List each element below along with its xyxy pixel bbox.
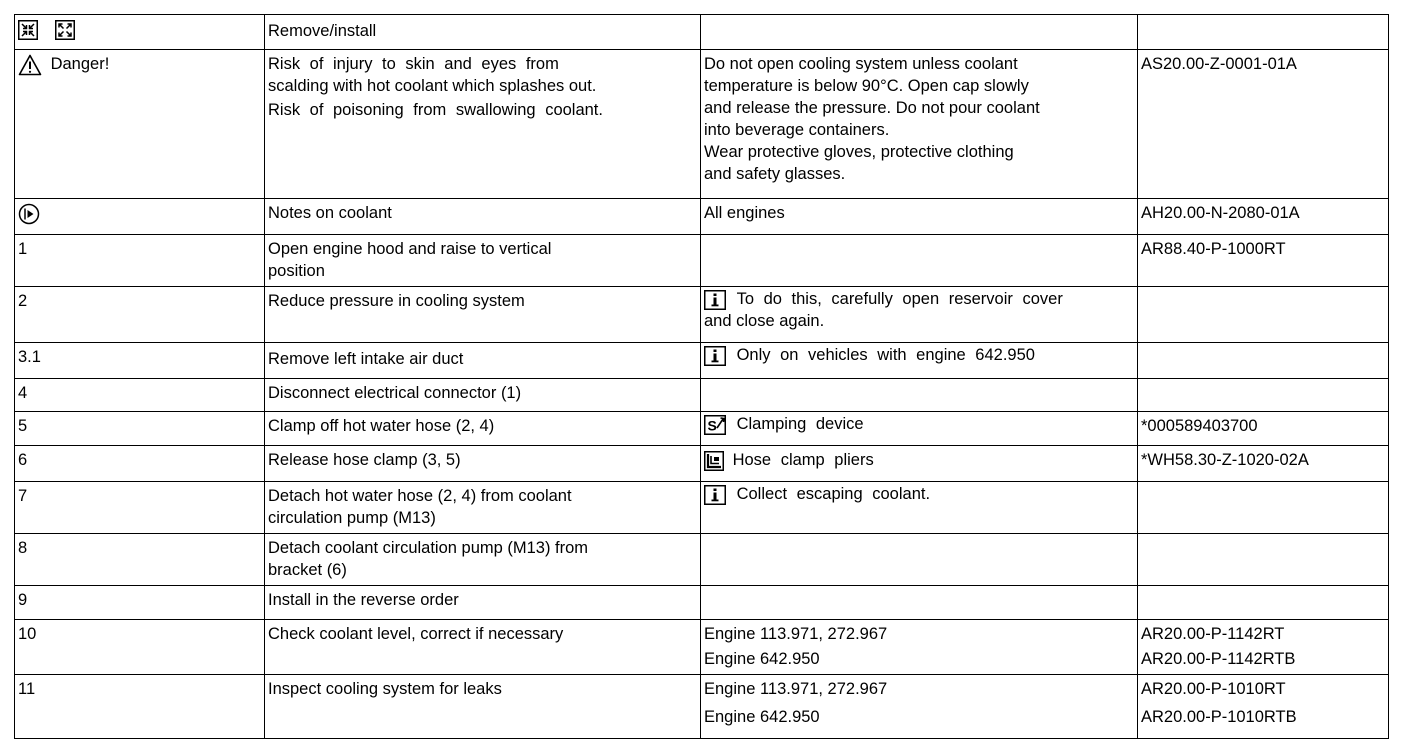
table-row	[15, 235, 1389, 287]
action-cell	[265, 199, 701, 235]
step-number: 10	[18, 625, 37, 643]
special-tool-icon	[704, 415, 726, 435]
reference-cell	[1138, 446, 1389, 482]
action-cell	[265, 343, 701, 379]
table-row	[15, 343, 1389, 379]
procedure-table	[14, 14, 1389, 739]
svg-text:S: S	[707, 417, 717, 434]
reference-cell	[1138, 287, 1389, 343]
action-cell	[265, 534, 701, 586]
step-cell	[15, 620, 265, 675]
step-number: 3.1	[18, 348, 41, 366]
action-cell	[265, 586, 701, 620]
action-cell	[265, 50, 701, 199]
reference-link[interactable]: AR20.00-P-1142RT	[1141, 625, 1285, 643]
table-row	[15, 482, 1389, 534]
action-cell	[265, 675, 701, 739]
note-text: To do this, carefully open reservoir cover	[736, 290, 1063, 308]
reference-cell	[1138, 534, 1389, 586]
step-cell	[15, 199, 265, 235]
note-cell	[701, 534, 1138, 586]
reference-cell	[1138, 15, 1389, 50]
step-number: 7	[18, 487, 28, 505]
note-text: Engine 642.950	[704, 708, 820, 726]
note-text: Engine 113.971, 272.967	[704, 625, 888, 643]
note-text: and close again.	[704, 312, 825, 330]
reference-cell	[1138, 586, 1389, 620]
action-cell	[265, 620, 701, 675]
note-cell	[701, 343, 1138, 379]
note-text: Clamping device	[736, 415, 864, 433]
action-text: Risk of poisoning from swallowing coolant.	[268, 101, 603, 119]
reference-cell	[1138, 482, 1389, 534]
note-cell	[701, 482, 1138, 534]
step-number: 11	[18, 680, 36, 698]
action-cell	[265, 446, 701, 482]
note-text: Do not open cooling system unless coolant	[704, 55, 1018, 73]
action-text: circulation pump (M13)	[268, 509, 436, 527]
action-cell	[265, 15, 701, 50]
step-number: 6	[18, 451, 28, 469]
action-cell	[265, 412, 701, 446]
action-text: Remove/install	[268, 22, 377, 40]
reference-link[interactable]: *WH58.30-Z-1020-02A	[1141, 451, 1309, 469]
note-cell	[701, 379, 1138, 412]
note-text: Hose clamp pliers	[732, 451, 874, 469]
note-cell	[701, 235, 1138, 287]
step-number: 4	[18, 384, 28, 402]
action-cell	[265, 235, 701, 287]
step-cell	[15, 379, 265, 412]
step-cell	[15, 586, 265, 620]
action-text: Detach hot water hose (2, 4) from coolant	[268, 487, 572, 505]
note-text: Wear protective gloves, protective clothing	[704, 143, 1014, 161]
note-cell	[701, 412, 1138, 446]
table-row	[15, 379, 1389, 412]
table-row	[15, 586, 1389, 620]
note-cell	[701, 287, 1138, 343]
note-text: into beverage containers.	[704, 121, 890, 139]
reference-cell	[1138, 343, 1389, 379]
reference-cell	[1138, 620, 1389, 675]
action-cell	[265, 287, 701, 343]
step-cell	[15, 15, 265, 50]
step-number: 2	[18, 292, 28, 310]
info-icon	[704, 290, 726, 310]
note-cell	[701, 586, 1138, 620]
action-text: Notes on coolant	[268, 204, 392, 222]
reference-cell	[1138, 379, 1389, 412]
table-row	[15, 675, 1389, 739]
workshop-tool-icon	[704, 451, 724, 471]
step-cell	[15, 235, 265, 287]
action-text: scalding with hot coolant which splashes out.	[268, 77, 597, 95]
step-cell	[15, 412, 265, 446]
install-icon	[55, 20, 75, 40]
action-text: Install in the reverse order	[268, 591, 459, 609]
reference-cell	[1138, 675, 1389, 739]
table-row	[15, 534, 1389, 586]
step-cell	[15, 446, 265, 482]
step-cell	[15, 482, 265, 534]
table-row	[15, 620, 1389, 675]
note-text: Engine 642.950	[704, 650, 820, 668]
reference-link[interactable]: *000589403700	[1141, 417, 1258, 435]
step-cell	[15, 287, 265, 343]
action-text: Release hose clamp (3, 5)	[268, 451, 461, 469]
danger-label: Danger!	[50, 55, 110, 73]
action-text: bracket (6)	[268, 561, 347, 579]
action-text: Disconnect electrical connector (1)	[268, 384, 522, 402]
action-text: Reduce pressure in cooling system	[268, 292, 525, 310]
note-cell	[701, 15, 1138, 50]
step-number: 8	[18, 539, 28, 557]
action-text: position	[268, 262, 325, 280]
step-cell	[15, 343, 265, 379]
action-text: Check coolant level, correct if necessary	[268, 625, 564, 643]
reference-link[interactable]: AS20.00-Z-0001-01A	[1141, 55, 1297, 73]
action-cell	[265, 379, 701, 412]
action-text: Open engine hood and raise to vertical	[268, 240, 552, 258]
note-cell	[701, 50, 1138, 199]
step-number: 1	[18, 240, 28, 258]
step-cell	[15, 534, 265, 586]
note-cell	[701, 199, 1138, 235]
reference-link[interactable]: AR20.00-P-1010RT	[1141, 680, 1286, 698]
note-text: Collect escaping coolant.	[736, 485, 931, 503]
step-number: 5	[18, 417, 28, 435]
note-cell	[701, 620, 1138, 675]
action-text: Remove left intake air duct	[268, 350, 464, 368]
reference-cell	[1138, 412, 1389, 446]
info-icon	[704, 485, 726, 505]
step-cell	[15, 50, 265, 199]
note-cell	[701, 446, 1138, 482]
note-text: Only on vehicles with engine 642.950	[736, 346, 1035, 364]
note-cell	[701, 675, 1138, 739]
table-row	[15, 287, 1389, 343]
reference-link[interactable]: AR88.40-P-1000RT	[1141, 240, 1286, 258]
note-text: and safety glasses.	[704, 165, 846, 183]
table-row	[15, 412, 1389, 446]
note-text: temperature is below 90°C. Open cap slowly	[704, 77, 1029, 95]
reference-cell	[1138, 50, 1389, 199]
action-text: Inspect cooling system for leaks	[268, 680, 502, 698]
action-text: Risk of injury to skin and eyes from	[268, 55, 559, 73]
note-text: All engines	[704, 204, 785, 222]
table-row	[15, 15, 1389, 50]
action-text: Detach coolant circulation pump (M13) from	[268, 539, 589, 557]
reference-link[interactable]: AR20.00-P-1010RTB	[1141, 708, 1297, 726]
remove-icon	[18, 20, 38, 40]
table-row	[15, 446, 1389, 482]
reference-cell	[1138, 199, 1389, 235]
table-row	[15, 50, 1389, 199]
step-cell	[15, 675, 265, 739]
step-number: 9	[18, 591, 28, 609]
reference-link[interactable]: AR20.00-P-1142RTB	[1141, 650, 1296, 668]
action-text: Clamp off hot water hose (2, 4)	[268, 417, 495, 435]
table-row	[15, 199, 1389, 235]
note-text: Engine 113.971, 272.967	[704, 680, 888, 698]
notes-play-icon	[18, 203, 40, 225]
info-icon	[704, 346, 726, 366]
action-cell	[265, 482, 701, 534]
note-text: and release the pressure. Do not pour coolant	[704, 99, 1040, 117]
warning-triangle-icon	[18, 54, 42, 76]
reference-link[interactable]: AH20.00-N-2080-01A	[1141, 204, 1300, 222]
reference-cell	[1138, 235, 1389, 287]
